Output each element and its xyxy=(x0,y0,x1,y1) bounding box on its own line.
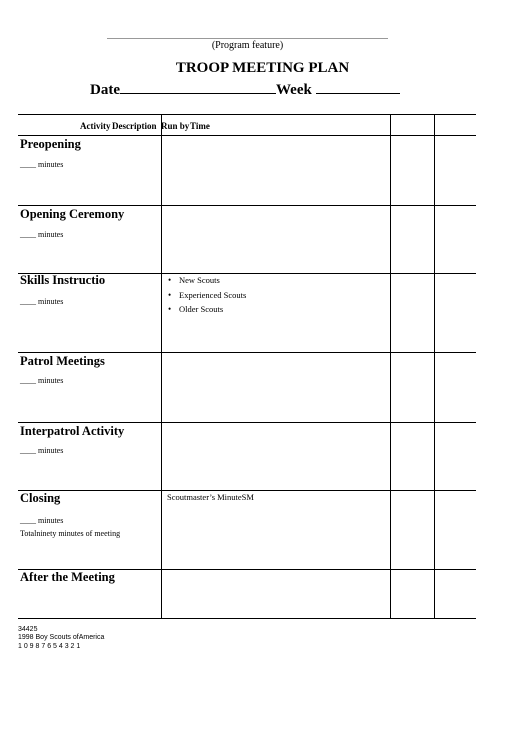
print-line: 1 0 9 8 7 6 5 4 3 2 1 xyxy=(18,643,81,650)
section-title-patrol-meetings: Patrol Meetings xyxy=(20,354,105,368)
date-week-line xyxy=(90,79,400,99)
column-divider-run-by xyxy=(390,114,391,619)
row-divider xyxy=(18,205,476,206)
column-header-description: Description xyxy=(112,121,157,131)
date-label: Date xyxy=(90,82,120,98)
section-title-opening-ceremony: Opening Ceremony xyxy=(20,207,125,221)
total-meeting-time-note: Totalninety minutes of meeting xyxy=(20,529,121,538)
date-field[interactable] xyxy=(120,79,276,94)
table-bottom-rule xyxy=(18,618,476,619)
closing-description: Scoutmaster’s MinuteSM xyxy=(167,492,254,502)
column-header-activity: Activity xyxy=(80,121,111,131)
table-top-rule xyxy=(18,114,476,115)
list-item: • New Scouts xyxy=(167,274,246,289)
page-title: TROOP MEETING PLAN xyxy=(175,60,350,76)
header-rule xyxy=(107,38,388,39)
section-minutes-patrol-meetings: ____ minutes xyxy=(20,376,64,385)
column-divider-description xyxy=(161,114,162,619)
section-title-interpatrol-activity: Interpatrol Activity xyxy=(20,424,125,438)
column-header-time: Time xyxy=(190,121,210,131)
section-title-after-the-meeting: After the Meeting xyxy=(20,570,115,584)
section-minutes-closing: ____ minutes xyxy=(20,516,64,525)
section-title-skills-instruction: Skills Instructio xyxy=(20,273,106,287)
section-minutes-preopening: ____ minutes xyxy=(20,160,64,169)
program-feature-label: (Program feature) xyxy=(211,40,284,51)
section-title-closing: Closing xyxy=(20,491,61,505)
section-minutes-interpatrol-activity: ____ minutes xyxy=(20,446,64,455)
section-minutes-opening-ceremony: ____ minutes xyxy=(20,230,64,239)
copyright-line: 1998 Boy Scouts ofAmerica xyxy=(18,634,105,641)
week-label: Week xyxy=(276,82,312,98)
section-minutes-skills-instruction: ____ minutes xyxy=(20,297,64,306)
section-title-preopening: Preopening xyxy=(20,137,81,151)
row-divider xyxy=(18,422,476,423)
column-divider-time xyxy=(434,114,435,619)
form-code: 34425 xyxy=(18,626,38,633)
row-divider xyxy=(18,490,476,491)
skills-bullet-list xyxy=(167,274,246,318)
list-item: • Older Scouts xyxy=(167,303,246,318)
column-header-run-by: Run by xyxy=(161,121,190,131)
list-item: • Experienced Scouts xyxy=(167,289,246,304)
row-divider xyxy=(18,135,476,136)
row-divider xyxy=(18,352,476,353)
week-field[interactable] xyxy=(316,79,400,94)
